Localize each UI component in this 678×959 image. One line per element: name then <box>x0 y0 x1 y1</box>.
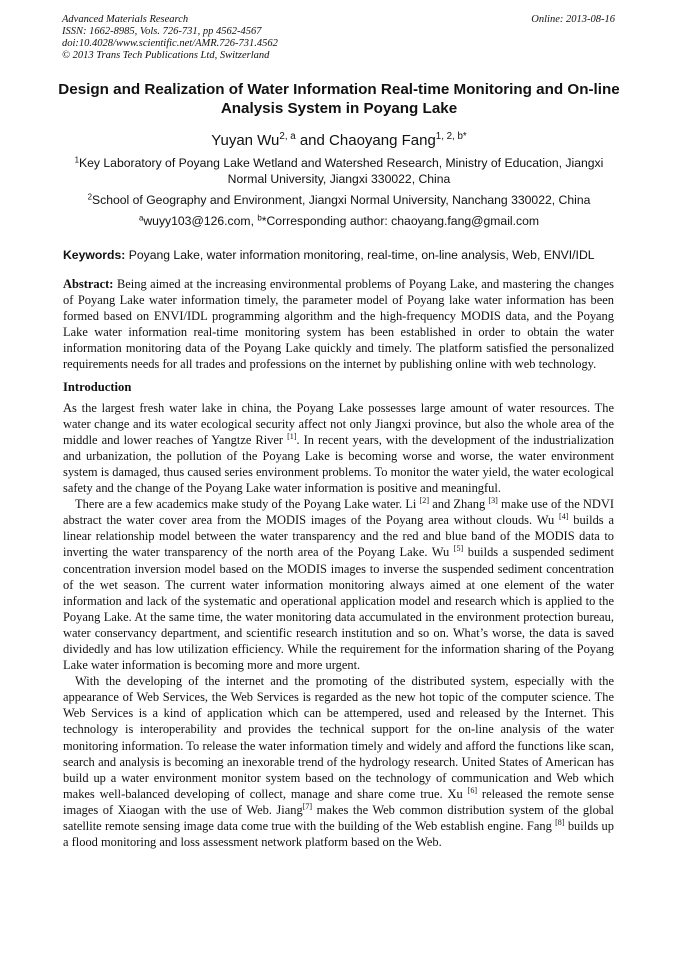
paragraph-text: As the largest fresh water lake in china, the Poyang Lake possesses large amount of water resources. The water change and its water ecological security affect not only Jiangxi province, but also the whole area of the middle and lower reaches of Yangtze River <box>63 400 614 447</box>
author-1: Yuyan Wu <box>211 132 280 149</box>
author-2: Chaoyang Fang <box>329 132 436 149</box>
journal-header <box>62 14 278 62</box>
email-mark: b <box>257 213 262 223</box>
introduction-body <box>63 400 614 851</box>
journal-name: Advanced Materials Research <box>62 14 189 25</box>
affiliation-1 <box>55 155 623 187</box>
affiliation-2 <box>55 192 623 208</box>
paragraph-text: builds a linear relationship model between the water transparency and the red and blue band of the MODIS data to inverting the water transparency of the north area of the Poyang Lake. Wu <box>63 513 614 560</box>
doi: doi:10.4028/www.scientific.net/AMR.726-731.4562 <box>62 38 278 49</box>
paragraph-text: . In recent years, with the development of the industrialization and urbanization, the pollution of the Poyang Lake is becoming worse and worse, the water environment system is damaged, thus caused series environment problems. To monitor the water yield, the water ecological safety and the change of the Poyang Lake water information is positive and meaningful. <box>63 432 614 496</box>
abstract-label: Abstract: <box>63 277 114 291</box>
paragraph-text: builds a suspended sediment concentration inversion model based on the MODIS images to inverse the suspended sediment concentration of the wet season. The current water information monitoring always aimed at one element of the water information and lack of the systematic and operational application model and research which is applied to the Poyang Lake. At the same time, the water monitoring data accumulated in the environment protection bureau, water conservancy department, and scientific research institution and so on. What’s worse, the data is saved dividedly and has low utilization efficiency. While the requirement for the information sharing of the Poyang Lake water information is becoming more and more urgent. <box>63 545 614 673</box>
authors <box>40 131 638 151</box>
citation: [2] <box>419 496 430 506</box>
citation: [8] <box>555 818 565 828</box>
paragraph-text: make use of the NDVI abstract the water cover area from the MODIS images of the Poyang area without clouds. Wu <box>63 497 615 528</box>
online-date: Online: 2013-08-16 <box>531 14 615 25</box>
keywords-text: Poyang Lake, water information monitoring, real-time, on-line analysis, Web, ENVI/IDL <box>125 248 595 262</box>
copyright: © 2013 Trans Tech Publications Ltd, Switzerland <box>62 50 270 61</box>
affil-text: Key Laboratory of Poyang Lake Wetland and Watershed Research, Ministry of Education, Jiangxi Normal University, Jiangxi 330022, China <box>79 156 604 186</box>
paragraph-text: makes the Web common distribution system of the global satellite remote sensing image data come true with the building of the Web establish engine. Fang <box>63 802 615 833</box>
paragraph <box>63 400 614 497</box>
citation: [6] <box>467 785 478 795</box>
citation: [3] <box>488 496 498 506</box>
paragraph-text: and Zhang <box>429 497 489 512</box>
affil-text: School of Geography and Environment, Jiangxi Normal University, Nanchang 330022, China <box>92 193 591 207</box>
citation: [4] <box>559 512 569 522</box>
author-and: and <box>295 132 330 149</box>
abstract-text: Being aimed at the increasing environmental problems of Poyang Lake, and mastering the changes of Poyang Lake water information timely, the parameter model of Poyang lake water information has been formed based on ENVI/IDL programming algorithm and the high-frequency MODIS data, and the Poyang Lake water information real-time monitoring system has been established in order to obtain the water information monitoring data of the Poyang Lake quickly and timely. The platform satisfied the personalized requirements needs for all trades and professions on the internet by publishing online with web technology. <box>63 277 614 372</box>
author-2-affil: 1, 2, b* <box>435 131 467 143</box>
author-1-affil: 2, a <box>279 131 296 143</box>
paragraph-text: With the developing of the internet and the promoting of the distributed system, especially with the appearance of Web Services, the Web Services is regarded as the new hot topic of the computer science. The Web Services is a kind of application which can be attempered, used and released by the Internet. This technology is interoperability and provides the technical support for the on-line analysis of the water monitoring information. To release the water information timely and widely and afford the functions like scan, search and analysis is becoming an inexorable trend of the hydrology research. United States of American has build up a water environment monitor system based on the technology of communication and Web which makes well-balanced developing of collect, manage and share come true. Xu <box>63 674 614 801</box>
affil-mark: 1 <box>74 155 80 165</box>
abstract <box>63 276 614 373</box>
paper-title: Design and Realization of Water Information Real-time Monitoring and On-line Analysis System in Poyang Lake <box>58 81 620 117</box>
citation: [7] <box>302 802 313 812</box>
paragraph <box>63 496 614 673</box>
keywords <box>63 247 623 263</box>
section-heading-introduction: Introduction <box>63 379 132 394</box>
paragraph-text: builds up a flood monitoring and loss assessment network platform based on the Web. <box>63 819 614 850</box>
emails <box>55 213 623 229</box>
keywords-label: Keywords: <box>63 248 126 262</box>
body-text <box>63 276 614 850</box>
paragraph-text: There are a few academics make study of the Poyang Lake water. Li <box>75 497 420 512</box>
paragraph <box>63 673 614 850</box>
paragraph-text: released the remote sense images of Xiaogan with the use of Web. Jiang <box>63 786 615 817</box>
email-mark: a <box>138 213 144 223</box>
citation: [5] <box>453 544 464 554</box>
affil-mark: 2 <box>87 192 92 202</box>
email-a: wuyy103@126.com, <box>143 214 258 228</box>
email-b: *Corresponding author: chaoyang.fang@gmail.com <box>261 214 540 228</box>
citation: [1] <box>287 431 297 441</box>
issn: ISSN: 1662-8985, Vols. 726-731, pp 4562-4567 <box>62 26 262 37</box>
